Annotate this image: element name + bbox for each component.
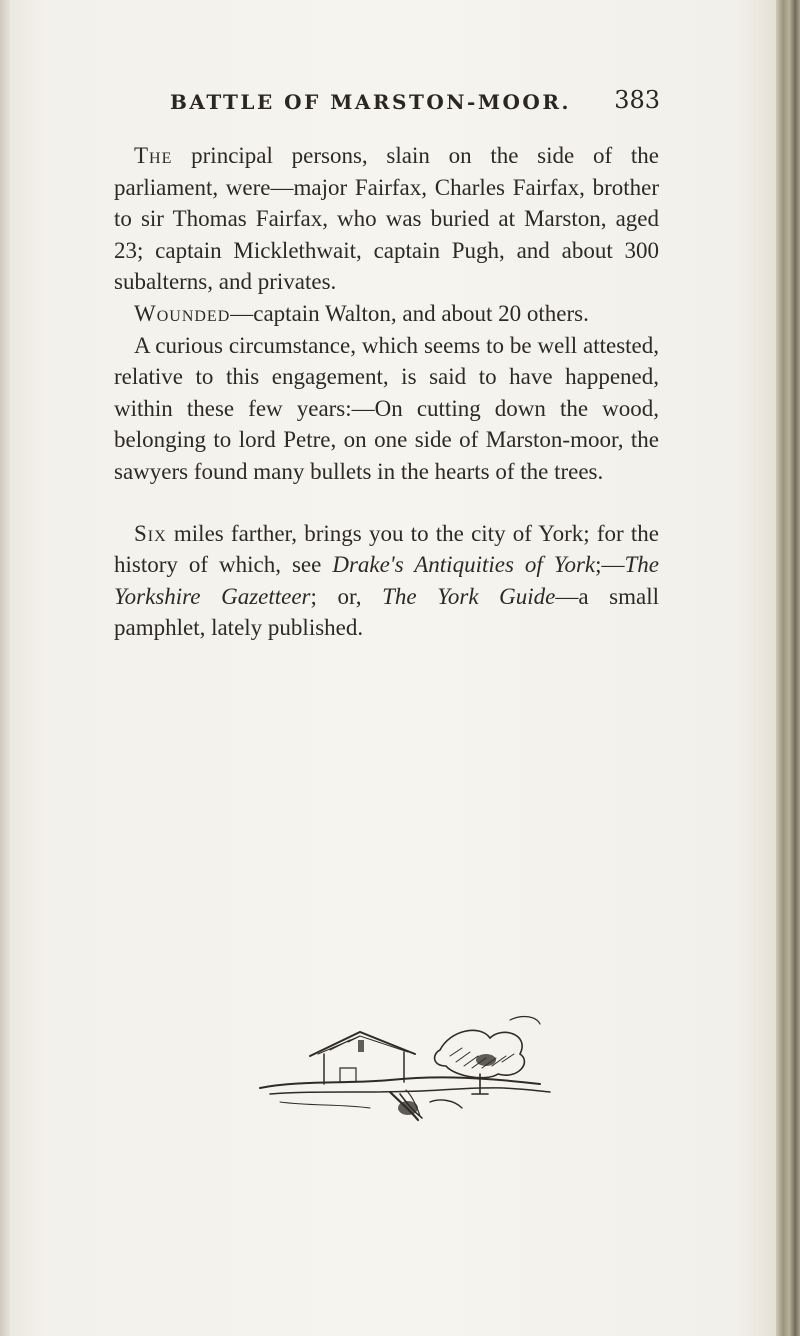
paragraph-wounded	[114, 298, 659, 330]
paragraph-text: miles farther, brings you to the city of York; for the history of which, see	[114, 520, 659, 578]
page-number: 383	[614, 86, 660, 114]
running-head	[170, 86, 660, 118]
paragraph-text: principal persons, slain on the side of the parliament, were—major Fairfax, Charles Fairfax, brother to sir Thomas Fairfax, who was buried at Marston, aged 23; captain Micklethwait, captain Pugh, and about 300 subalterns, and privates.	[114, 143, 659, 295]
running-head-title: BATTLE OF MARSTON-MOOR.	[170, 90, 571, 114]
paragraph-principal-persons	[114, 140, 659, 298]
paragraph-lead: Wounded	[134, 300, 231, 326]
paragraph-six-miles	[114, 518, 659, 644]
book-title-yorkshire-gazetteer: The Yorkshire Gazetteer	[114, 552, 659, 609]
paragraph-text: ;—	[595, 552, 625, 578]
body-text	[114, 140, 659, 644]
paragraph-text: A curious circumstance, which seems to be well attested, relative to this engagement, is said to have happened, within these few years:—On cutting down the wood, belonging to lord Petre, on one side of Marston-moor, the sawyers found many bullets in the hearts of the trees.	[114, 332, 659, 484]
book-title-york-guide: The York Guide	[382, 583, 556, 609]
page-left-edge	[0, 0, 10, 1336]
paragraph-text: —a small pamphlet, lately published.	[114, 583, 659, 641]
paragraph-text: —captain Walton, and about 20 others.	[230, 300, 589, 326]
book-title-drakes-antiquities: Drake's Antiquities of York	[332, 552, 596, 578]
paragraph-text: ; or,	[310, 583, 383, 609]
paragraph-curious-circumstance	[114, 330, 659, 488]
book-binding-edge	[776, 0, 800, 1336]
paragraph-lead: The	[134, 143, 173, 168]
paragraph-lead: Six	[134, 520, 167, 546]
tailpiece-vignette-icon	[240, 1010, 570, 1130]
